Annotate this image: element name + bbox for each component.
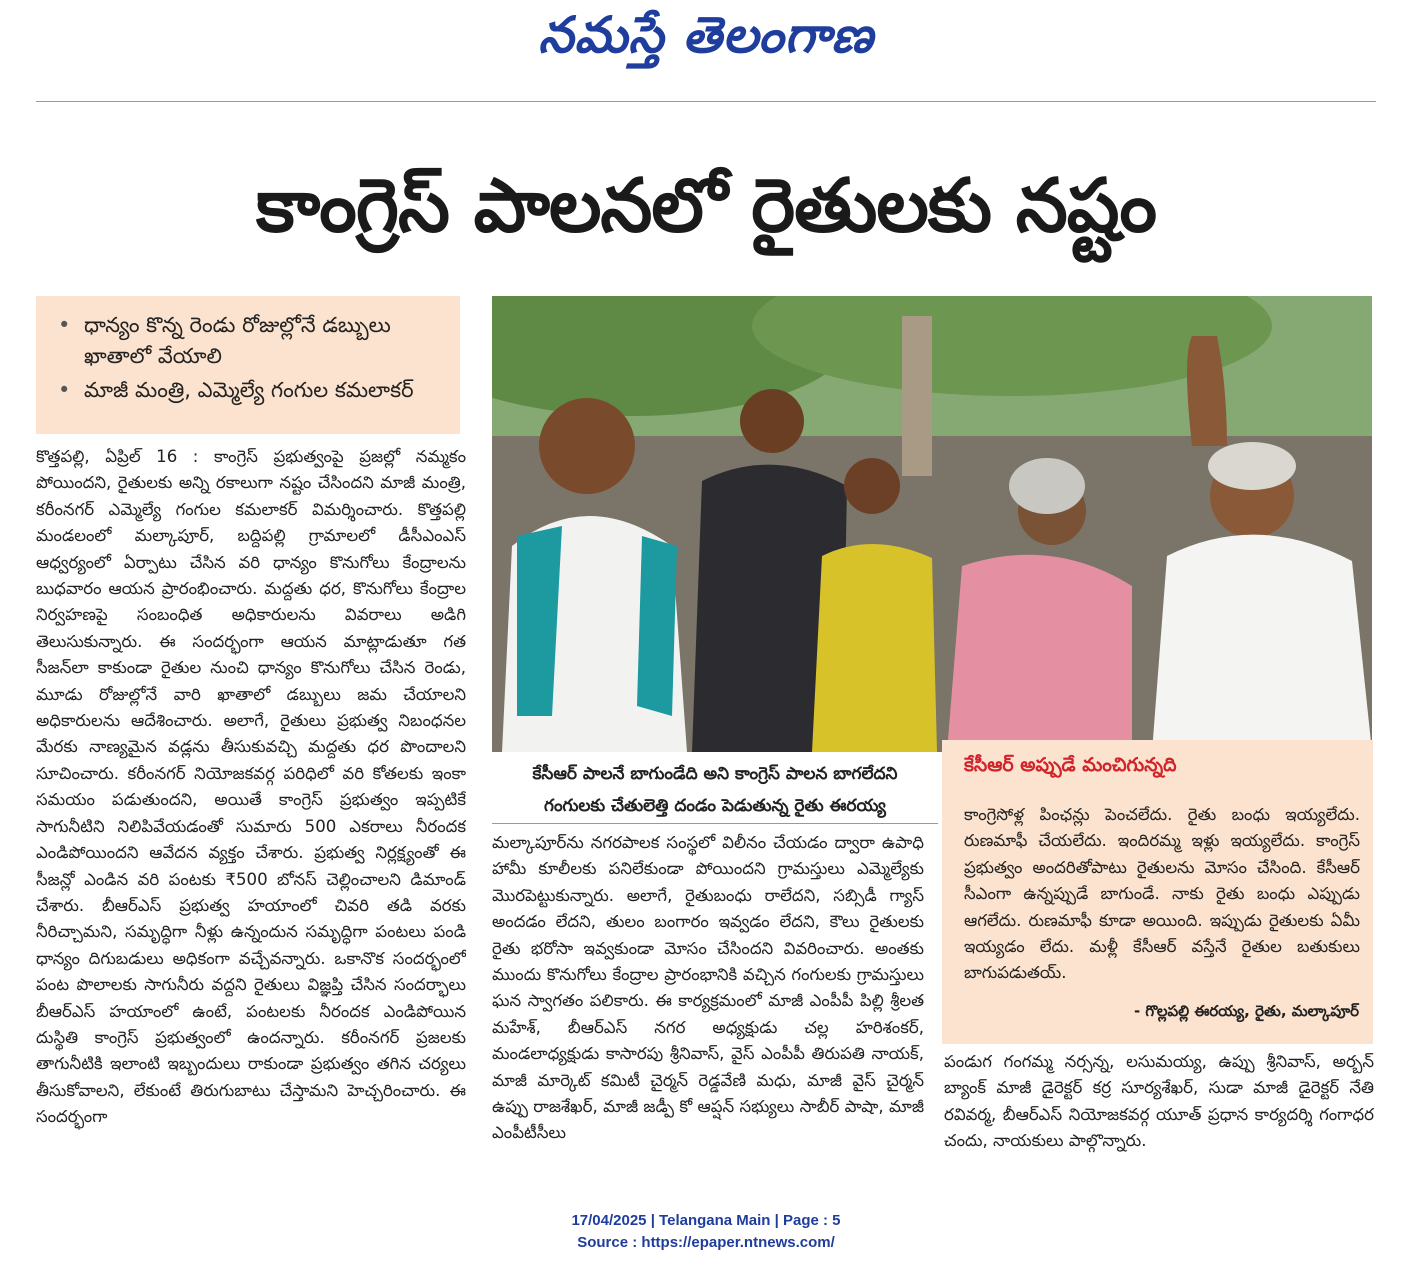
caption-line: కేసీఆర్ పాలనే బాగుండేది అని కాంగ్రెస్ పాలన బాగలేదని (532, 764, 898, 784)
photo-caption (492, 752, 938, 824)
highlights-box (36, 296, 460, 434)
article-text: కొత్తపల్లి, ఏప్రిల్ 16 : కాంగ్రెస్ ప్రభుత్వంపై ప్రజల్లో నమ్మకం పోయిందని, రైతులకు అన్ని రకాలుగా నష్టం చేసిందని మాజీ మంత్రి, కరీంనగర్ ఎమ్మెల్యే గంగుల కమలాకర్ విమర్శించారు. కొత్తపల్లి మండలంలో మల్కాపూర్, బద్దిపల్లి గ్రామాలలో డీసీఎంఎస్ ఆధ్వర్యంలో ఏర్పాటు చేసిన వరి ధాన్యం కొనుగోలు కేంద్రాలను బుధవారం ఆయన ప్రారంభించారు. మద్దతు ధర, కొనుగోలు కేంద్రాల నిర్వహణపై సంబంధిత అధికారులను వివరాలు అడిగి తెలుసుకున్నారు. ఈ సందర్భంగా ఆయన మాట్లాడుతూ గత సీజన్‌లా కాకుండా రైతుల నుంచి ధాన్యం కొనుగోలు చేసిన రెండు, మూడు రోజుల్లోనే వారి ఖాతాలో డబ్బులు జమ చేయాలని అధికారులను ఆదేశించారు. అలాగే, రైతులు ప్రభుత్వ నిబంధనల మేరకు నాణ్యమైన వడ్లను తీసుకువచ్చి మద్దతు ధర పొందాలని సూచించారు. కరీంనగర్ నియోజకవర్గ పరిధిలో వరి కోతలకు ఇంకా సమయం పడుతుందని, అయితే కాంగ్రెస్ ప్రభుత్వం ఇప్పటికే సాగునీటిని నిలిపివేయడంతో సుమారు 500 ఎకరాలు నీరందక ఎండిపోయిందని ఆవేదన వ్యక్తం చేశారు. ప్రభుత్వ నిర్లక్ష్యంతో ఈ సీజన్లో ఎండిన వరి పంటకు ₹500 బోనస్ చెల్లించాలని డిమాండ్ చేశారు. బీఆర్ఎస్ ప్రభుత్వ హయాంలో చివరి తడి వరకు నీరిచ్చామని, సమృద్ధిగా నీళ్లు ఉన్నందున సమృద్ధిగా పంటలు పండి ధాన్యం దిగుబడులు అధికంగా వచ్చేవన్నారు. ఒకానొక సందర్భంలో పంట పొలాలకు సాగునీరు వద్దని రైతులు విజ్ఞప్తి చేసిన సందర్భాలు బీఆర్ఎస్ హయాంలో ఉంటే, పంటలకు నీరందక ఎండిపోయిన దుస్థితి కాంగ్రెస్ ప్రభుత్వంలో ఉందన్నారు. కరీంనగర్ ప్రజలకు తాగునీటికి ఇలాంటి ఇబ్బందులు రాకుండా ప్రభుత్వం తగిన చర్యలు తీసుకోవాలని, లేకుంటే తిరుగుబాటు చేస్తామని హెచ్చరించారు. ఈ సందర్భంగా (36, 447, 466, 1127)
highlight-item (58, 375, 450, 406)
caption-line: గంగులకు చేతులెత్తి దండం పెడుతున్న రైతు ఈరయ్య (544, 796, 886, 816)
article-column-1 (36, 444, 466, 1164)
article-column-2 (492, 830, 924, 1166)
news-photo (492, 296, 1372, 752)
headline: కాంగ్రెస్ పాలనలో రైతులకు నష్టం (255, 163, 1157, 249)
footer-source-link[interactable]: Source : https://epaper.ntnews.com/ (577, 1234, 835, 1251)
highlight-text: మాజీ మంత్రి, ఎమ్మెల్యే గంగుల కమలాకర్ (84, 378, 414, 402)
quote-body: కాంగ్రెసోళ్ల పింఛన్లు పెంచలేదు. రైతు బంధు ఇయ్యలేదు. రుణమాఫీ చేయలేదు. ఇందిరమ్మ ఇళ్లు ఇయ్యలేదు. కాంగ్రెస్ ప్రభుత్వం అందరితోపాటు రైతులను మోసం చేసింది. కేసీఆర్ సీఎంగా ఉన్నప్పుడే బాగుండే. నాకు రైతు బంధు ఎప్పుడు ఆగలేదు. రుణమాఫీ కూడా అయింది. ఇప్పుడు రైతులకు ఏమీ ఇయ్యడం లేదు. మళ్లీ కేసీఆర్ వస్తేనే రైతుల బతుకులు బాగుపడుతయ్. (964, 805, 1360, 983)
bullet-icon: • (58, 313, 71, 337)
quote-title: కేసీఆర్ అప్పుడే మంచిగున్నది (964, 754, 1177, 776)
highlight-text: ధాన్యం కొన్న రెండు రోజుల్లోనే డబ్బులు ఖాతాలో వేయాలి (84, 313, 391, 368)
quote-attribution: - గొల్లపల్లి ఈరయ్య, రైతు, మల్కాపూర్ (1133, 1002, 1359, 1020)
photo-illustration (492, 296, 1372, 752)
bullet-icon: • (58, 378, 71, 402)
footer-date-page: 17/04/2025 | Telangana Main | Page : 5 (571, 1212, 841, 1229)
farmer-quote-box (942, 740, 1373, 1044)
article-column-3 (944, 1049, 1374, 1165)
article-text: మల్కాపూర్‌ను నగరపాలక సంస్థలో విలీనం చేయడం ద్వారా ఉపాధి హామీ కూలీలకు పనిలేకుండా పోయిందని గ్రామస్తులు ఎమ్మెల్యేకు మొరపెట్టుకున్నారు. అలాగే, రైతుబంధు రాలేదని, సబ్సిడీ గ్యాస్ అందడం లేదని, తులం బంగారం ఇవ్వడం లేదని, కౌలు రైతులకు రైతు భరోసా ఇవ్వకుండా మోసం చేసిందని వివరించారు. అంతకు ముందు కొనుగోలు కేంద్రాల ప్రారంభానికి వచ్చిన గంగులకు గ్రామస్తులు ఘన స్వాగతం పలికారు. ఈ కార్యక్రమంలో మాజీ ఎంపీపీ పిల్లి శ్రీలత మహేశ్, బీఆర్ఎస్ నగర అధ్యక్షుడు చల్ల హరిశంకర్, మండలాధ్యక్షుడు కాసారపు శ్రీనివాస్, వైస్ ఎంపీపీ తిరుపతి నాయక్, మాజీ మార్కెట్ కమిటీ చైర్మన్ రెడ్డవేణి మధు, మాజీ వైస్ చైర్మన్ ఉప్పు రాజశేఖర్, మాజీ జడ్పీ కో ఆప్షన్ సభ్యులు సాబీర్ పాషా, మాజీ ఎంపీటీసీలు (492, 833, 924, 1143)
article-text: పండుగ గంగమ్మ నర్సన్న, లసుమయ్య, ఉప్పు శ్రీనివాస్, అర్బన్ బ్యాంక్ మాజీ డైరెక్టర్ కర్ర సూర్యశేఖర్, సుడా మాజీ డైరెక్టర్ నేతి రవివర్మ, బీఆర్ఎస్ నియోజకవర్గ యూత్ ప్రధాన కార్యదర్శి గంగాధర చందు, నాయకులు పాల్గొన్నారు. (944, 1052, 1374, 1151)
highlight-item (58, 310, 450, 372)
masthead-logo: నమస్తే తెలంగాణ (538, 6, 874, 64)
masthead-divider (36, 101, 1376, 102)
